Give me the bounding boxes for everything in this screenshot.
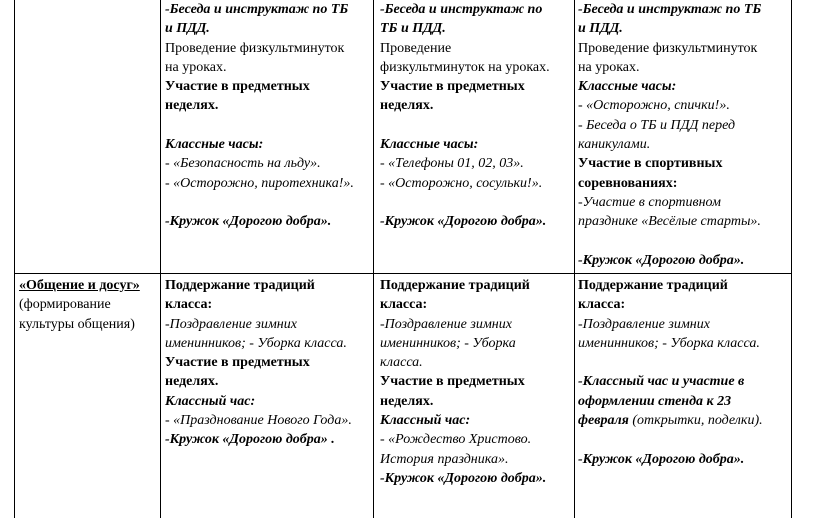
text-line	[380, 353, 546, 372]
text-line	[380, 116, 550, 135]
text-line	[380, 411, 546, 430]
text-line	[165, 0, 354, 19]
text-line	[165, 334, 352, 353]
text-line	[380, 295, 546, 314]
row1-col3-cell	[380, 0, 550, 232]
text-line	[380, 315, 546, 334]
text-line	[380, 372, 546, 391]
line-text: -Участие в спортивном	[578, 194, 721, 210]
text-line	[380, 334, 546, 353]
line-text: -Кружок «Дорогою добра».	[380, 214, 547, 230]
line-text: -Беседа и инструктаж по	[380, 2, 543, 17]
text-line	[578, 19, 761, 38]
text-line	[165, 430, 352, 449]
line-text: Участие в предметных	[380, 79, 525, 95]
line-text: именинников; - Уборка класса.	[165, 335, 347, 351]
line-text: Классный час:	[165, 393, 256, 409]
row1-col4-cell	[578, 0, 761, 270]
line-text: ТБ и ПДД.	[380, 21, 446, 37]
text-line	[165, 135, 354, 154]
text-line	[578, 212, 761, 231]
text-line	[578, 39, 761, 58]
text-line	[165, 315, 352, 334]
text-line	[165, 58, 354, 77]
text-line	[578, 251, 761, 270]
text-line	[578, 193, 761, 212]
text-line	[578, 450, 763, 469]
text-line	[165, 96, 354, 115]
text-line	[380, 174, 550, 193]
line-text: каникулами.	[578, 137, 651, 153]
line-text: Поддержание традиций	[380, 278, 530, 293]
text-line	[165, 353, 352, 372]
line-text: оформлении стенда к 23	[578, 393, 732, 409]
line-text: класса:	[165, 297, 213, 313]
line-text: -Кружок «Дорогою добра».	[578, 252, 745, 268]
line-text	[165, 195, 169, 210]
text-line	[578, 276, 763, 295]
text-line	[380, 469, 546, 488]
text-line	[165, 212, 354, 231]
line-text: февраля	[578, 413, 629, 429]
line-text	[380, 195, 384, 210]
text-line	[380, 77, 550, 96]
line-text: - «Празднование Нового Года».	[165, 413, 352, 429]
row2-col2-cell	[165, 276, 352, 450]
text-line	[380, 450, 546, 469]
text-line	[165, 276, 352, 295]
text-line	[578, 58, 761, 77]
line-text: на уроках.	[165, 59, 227, 75]
row1-col2-cell	[165, 0, 354, 232]
line-text: Классные часы:	[165, 137, 264, 153]
line-text: - «Безопасность на льду».	[165, 156, 321, 172]
text-line	[380, 96, 550, 115]
line-text: неделях.	[380, 98, 434, 114]
text-line	[578, 430, 763, 449]
text-line	[578, 315, 763, 334]
text-line	[578, 295, 763, 314]
text-line	[578, 334, 763, 353]
text-line	[578, 392, 763, 411]
line-text: Поддержание традиций	[165, 278, 315, 293]
text-line	[578, 77, 761, 96]
text-line	[578, 411, 763, 430]
line-text: -Поздравление зимних	[165, 316, 297, 332]
line-text: -Поздравление зимних	[380, 316, 512, 332]
line-text	[380, 118, 384, 133]
text-line	[380, 58, 550, 77]
line-tail-text: (открытки, поделки).	[628, 413, 763, 429]
table-row-divider	[14, 273, 792, 274]
text-line	[380, 430, 546, 449]
table-divider-col1	[160, 0, 161, 518]
text-line	[19, 315, 140, 334]
text-line	[380, 135, 550, 154]
text-line	[165, 77, 354, 96]
text-line	[380, 154, 550, 173]
text-line	[19, 295, 140, 314]
text-line	[578, 174, 761, 193]
line-text: -Кружок «Дорогою добра».	[578, 451, 745, 467]
line-text	[578, 432, 582, 447]
line-text: Проведение физкультминуток	[578, 40, 758, 56]
line-text: неделях.	[165, 98, 219, 114]
text-line	[380, 392, 546, 411]
text-line	[165, 116, 354, 135]
line-text: (формирование	[19, 297, 111, 313]
line-text: -Кружок «Дорогою добра» .	[165, 432, 335, 448]
text-line	[578, 96, 761, 115]
line-text: - «Осторожно, спички!».	[578, 98, 730, 114]
line-text: на уроках.	[578, 59, 640, 75]
line-text: класса:	[380, 297, 428, 313]
line-text: -Беседа и инструктаж по ТБ	[165, 2, 349, 17]
line-text: Участие в спортивных	[578, 156, 723, 172]
text-line	[380, 193, 550, 212]
line-text: класса.	[380, 355, 423, 371]
text-line	[578, 0, 761, 19]
line-text: Участие в предметных	[165, 79, 310, 95]
row2-col1-cell	[19, 276, 140, 334]
text-line	[380, 19, 550, 38]
text-line	[578, 154, 761, 173]
text-line	[165, 19, 354, 38]
text-line	[578, 232, 761, 251]
line-text: неделях.	[165, 374, 219, 390]
text-line	[578, 116, 761, 135]
table-divider-col2	[373, 0, 374, 518]
line-text: -Кружок «Дорогою добра».	[380, 470, 547, 486]
table-divider-col3	[574, 0, 575, 518]
line-text: соревнованиях:	[578, 175, 678, 191]
line-text: -Поздравление зимних	[578, 316, 710, 332]
text-line	[380, 39, 550, 58]
text-line	[380, 212, 550, 231]
row2-col3-cell	[380, 276, 546, 488]
line-text: Участие в предметных	[380, 374, 525, 390]
line-text: -Классный час и участие в	[578, 374, 745, 390]
text-line	[19, 276, 140, 295]
line-text: - «Осторожно, сосульки!».	[380, 175, 543, 191]
text-line	[165, 154, 354, 173]
line-text: -Кружок «Дорогою добра».	[165, 214, 332, 230]
line-text: - Беседа о ТБ и ПДД перед	[578, 117, 736, 133]
line-text: - «Телефоны 01, 02, 03».	[380, 156, 524, 172]
line-text: «Общение и досуг»	[19, 278, 140, 293]
line-text	[578, 355, 582, 370]
line-text: культуры общения)	[19, 316, 135, 332]
line-text: История праздника».	[380, 451, 509, 467]
text-line	[578, 353, 763, 372]
line-text: Классный час:	[380, 413, 471, 429]
line-text: именинников; - Уборка класса.	[578, 335, 760, 351]
text-line	[165, 411, 352, 430]
text-line	[165, 392, 352, 411]
line-text: физкультминуток на уроках.	[380, 59, 550, 75]
line-text	[578, 234, 582, 249]
line-text: и ПДД.	[165, 21, 210, 37]
line-text: -Беседа и инструктаж по ТБ	[578, 2, 762, 17]
text-line	[380, 276, 546, 295]
line-text	[165, 118, 169, 133]
text-line	[578, 372, 763, 391]
text-line	[165, 193, 354, 212]
line-text: Проведение	[380, 40, 452, 56]
text-line	[165, 39, 354, 58]
line-text: Участие в предметных	[165, 355, 310, 371]
line-text: и ПДД.	[578, 21, 623, 37]
table-border-left	[14, 0, 15, 518]
line-text: Проведение физкультминуток	[165, 40, 345, 56]
row2-col4-cell	[578, 276, 763, 469]
line-text: празднике «Весёлые старты».	[578, 214, 761, 230]
line-text: класса:	[578, 297, 626, 313]
line-text: именинников; - Уборка	[380, 335, 516, 351]
text-line	[165, 372, 352, 391]
line-text: - «Рождество Христово.	[380, 432, 532, 448]
text-line	[380, 0, 550, 19]
table-border-right	[791, 0, 792, 518]
line-text: Классные часы:	[380, 137, 479, 153]
line-text: Поддержание традиций	[578, 278, 728, 293]
line-text: - «Осторожно, пиротехника!».	[165, 175, 354, 191]
line-text: неделях.	[380, 393, 434, 409]
text-line	[578, 135, 761, 154]
text-line	[165, 295, 352, 314]
text-line	[165, 174, 354, 193]
line-text: Классные часы:	[578, 79, 677, 95]
